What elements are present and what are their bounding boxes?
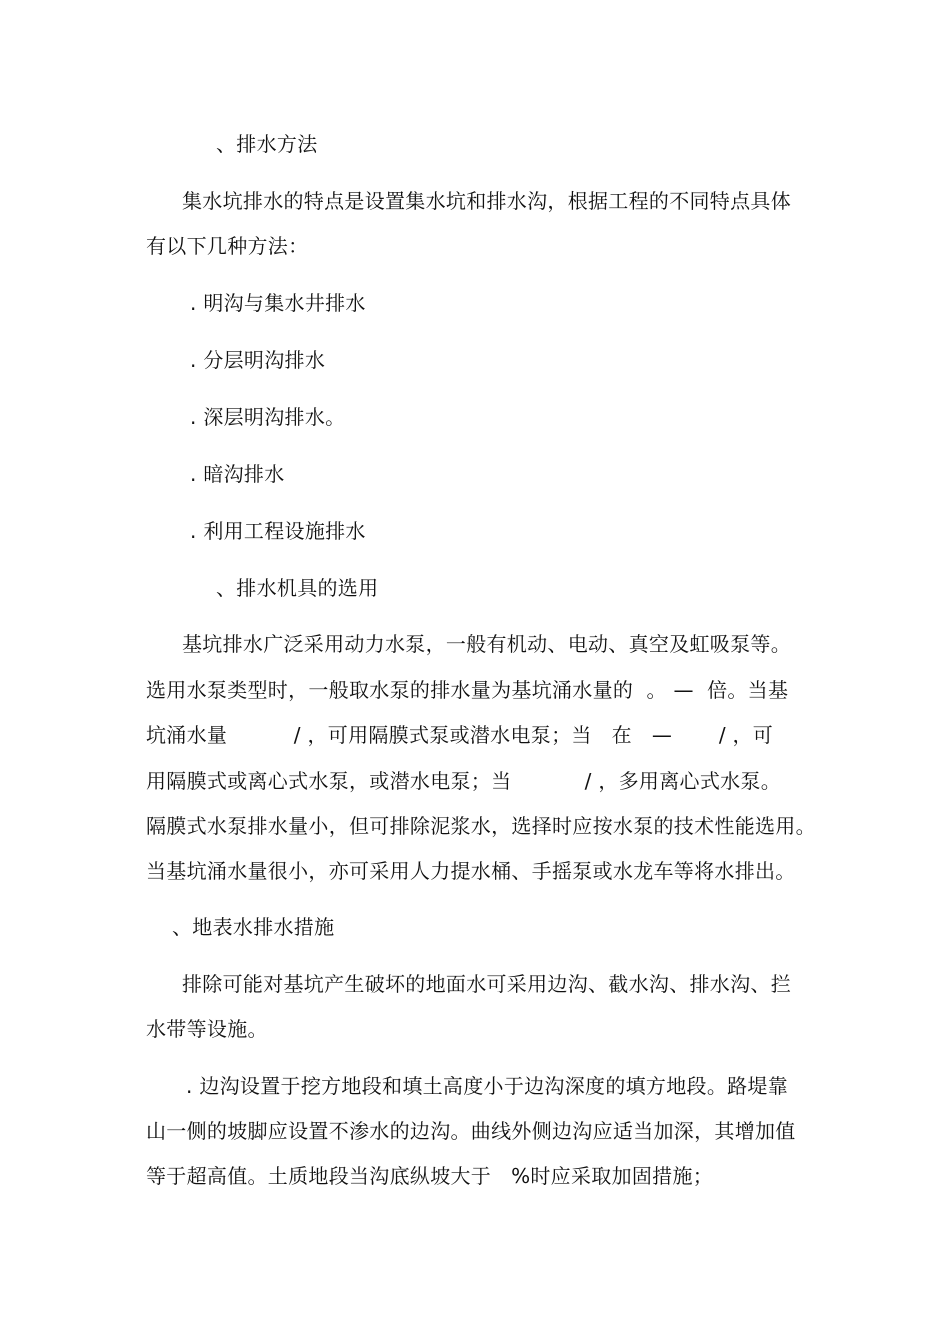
- paragraph-line: 集水坑排水的特点是设置集水坑和排水沟，根据工程的不同特点具体: [182, 189, 791, 213]
- list-item: . 分层明沟排水: [190, 348, 326, 372]
- paragraph-line: 用隔膜式或离心式水泵，或潜水电泵；当 / ，多用离心式水泵。: [146, 769, 782, 793]
- paragraph-line: 当基坑涌水量很小，亦可采用人力提水桶、手摇泵或水龙车等将水排出。: [146, 859, 796, 883]
- list-item: . 暗沟排水: [190, 462, 285, 486]
- paragraph-line: 坑涌水量 / ，可用隔膜式泵或潜水电泵；当 在 — / ，可: [146, 723, 774, 747]
- section-heading-pump-selection: 、排水机具的选用: [216, 576, 379, 600]
- paragraph-line: 隔膜式水泵排水量小，但可排除泥浆水，选择时应按水泵的技术性能选用。: [146, 814, 816, 838]
- paragraph-line: 选用水泵类型时，一般取水泵的排水量为基坑涌水量的 。 — 倍。当基: [146, 678, 789, 702]
- paragraph-line: 水带等设施。: [146, 1017, 268, 1041]
- paragraph-line: 等于超高值。土质地段当沟底纵坡大于 %时应采取加固措施；: [146, 1164, 714, 1188]
- list-item: . 利用工程设施排水: [190, 519, 366, 543]
- paragraph-line: 山一侧的坡脚应设置不渗水的边沟。曲线外侧边沟应适当加深，其增加值: [146, 1119, 796, 1143]
- section-heading-surface-water: 、地表水排水措施: [172, 915, 335, 939]
- list-item: . 明沟与集水井排水: [190, 291, 366, 315]
- paragraph-line: 有以下几种方法：: [146, 234, 309, 258]
- paragraph-line: 基坑排水广泛采用动力水泵，一般有机动、电动、真空及虹吸泵等。: [182, 632, 791, 656]
- list-item: . 深层明沟排水。: [190, 405, 346, 429]
- paragraph-line: . 边沟设置于挖方地段和填土高度小于边沟深度的填方地段。路堤靠: [186, 1074, 789, 1098]
- paragraph-line: 排除可能对基坑产生破坏的地面水可采用边沟、截水沟、排水沟、拦: [182, 972, 791, 996]
- section-heading-drainage-methods: 、排水方法: [216, 132, 318, 156]
